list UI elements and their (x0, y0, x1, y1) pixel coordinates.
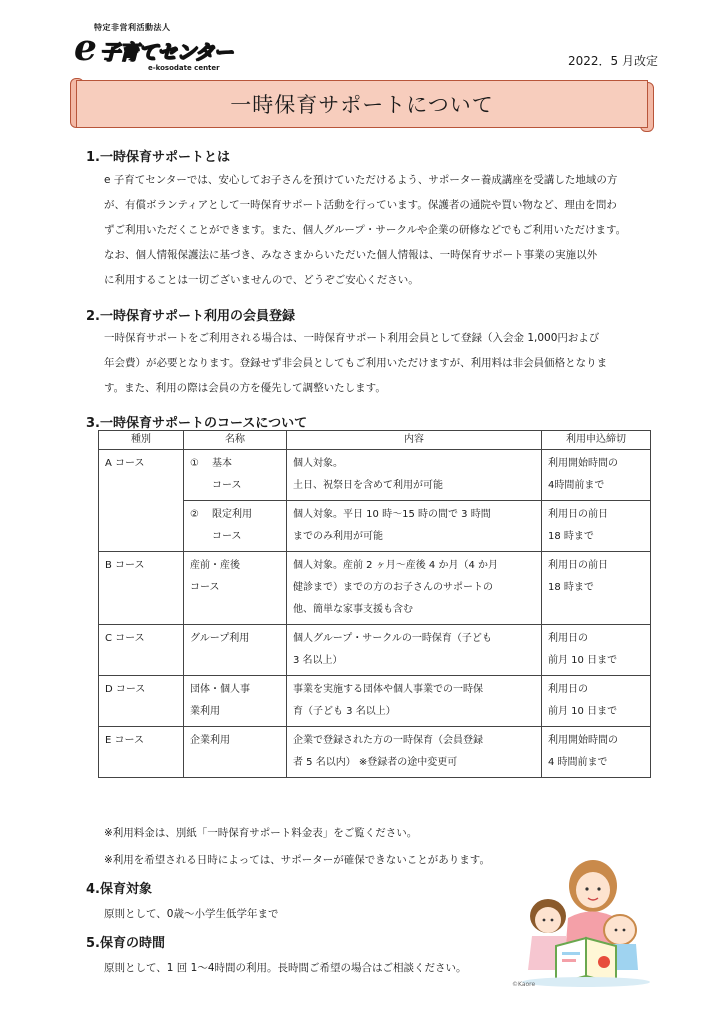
header-type: 種別 (99, 431, 184, 450)
paragraph-line: が、有償ボランティアとして一時保育サポート活動を行っています。保護者の通院や買い物など、理由を問わ (104, 199, 617, 211)
course-deadline (542, 727, 651, 778)
course-name (184, 625, 287, 676)
content-line: 個人対象。平日 10 時～15 時の間で 3 時間 (293, 509, 491, 520)
deadline-line: 利用開始時間の (548, 458, 618, 469)
content-line: 企業で登録された方の一時保育（会員登録 (293, 735, 483, 746)
course-number: ① (190, 458, 199, 469)
header-content: 内容 (287, 431, 542, 450)
course-name-line: 産前・産後 (190, 560, 240, 571)
content-line: 他、簡単な家事支援も含む (293, 604, 413, 615)
section-1-body (104, 168, 650, 293)
paragraph-line: 一時保育サポートをご利用される場合は、一時保育サポート利用会員として登録（入会金 1,000円および (104, 332, 600, 344)
table-row (99, 625, 651, 676)
course-name-line: 企業利用 (190, 735, 230, 746)
illustration-svg (508, 838, 658, 988)
header-deadline: 利用申込締切 (542, 431, 651, 450)
course-type: B コース (99, 552, 184, 625)
course-name-line: コース (190, 582, 220, 593)
deadline-line: 4 時間前まで (548, 757, 608, 768)
course-type: A コース (99, 450, 184, 552)
page-title: 一時保育サポートについて (230, 93, 494, 117)
deadline-line: 前月 10 日まで (548, 655, 618, 666)
course-name-line: 業利用 (190, 706, 220, 717)
deadline-line: 4時間前まで (548, 480, 605, 491)
paragraph-line: ずご利用いただくことができます。また、個人グループ・サークルや企業の研修などでもご利用いただけます。 (104, 224, 627, 236)
course-name (184, 552, 287, 625)
table-row (99, 552, 651, 625)
course-content (287, 450, 542, 501)
course-name (184, 727, 287, 778)
table-row (99, 676, 651, 727)
paragraph-line: す。また、利用の際は会員の方を優先して調整いたします。 (104, 382, 386, 394)
logo-org-type: 特定非営利活動法人 (94, 23, 171, 32)
section-2-heading: 2.一時保育サポート利用の会員登録 (86, 309, 295, 324)
logo-e-mark: e (74, 27, 97, 69)
course-content (287, 501, 542, 552)
section-3-heading: 3.一時保育サポートのコースについて (86, 416, 308, 431)
course-type: D コース (99, 676, 184, 727)
course-name (184, 450, 287, 501)
deadline-line: 利用日の前日 (548, 560, 608, 571)
content-line: 個人グループ・サークルの一時保育（子ども (293, 633, 492, 644)
paragraph-line: 年会費）が必要となります。登録せず非会員としてもご利用いただけますが、利用料は非会員価格となりま (104, 357, 608, 369)
content-line: 3 名以上） (293, 655, 343, 666)
course-type: C コース (99, 625, 184, 676)
course-name (184, 501, 287, 552)
course-name-line: 基本 (212, 458, 232, 469)
course-deadline (542, 450, 651, 501)
deadline-line: 利用開始時間の (548, 735, 618, 746)
course-deadline (542, 501, 651, 552)
availability-note: ※利用を希望される日時によっては、サポーターが確保できないことがあります。 (104, 854, 490, 866)
course-deadline (542, 625, 651, 676)
logo-name: 子育てセンター (100, 40, 233, 64)
course-name (184, 676, 287, 727)
fee-note: ※利用料金は、別紙「一時保育サポート料金表」をご覧ください。 (104, 827, 418, 839)
content-line: までのみ利用が可能 (293, 531, 383, 542)
course-content (287, 552, 542, 625)
course-table (98, 430, 651, 778)
course-name-line: 限定利用 (212, 509, 252, 520)
section-1-heading: 1.一時保育サポートとは (86, 150, 230, 165)
content-line: 土日、祝祭日を含めて利用が可能 (293, 480, 443, 491)
deadline-line: 前月 10 日まで (548, 706, 618, 717)
content-line: 事業を実施する団体や個人事業での一時保 (293, 684, 483, 695)
logo-subtitle: e-kosodate center (148, 64, 220, 72)
content-line: 者 5 名以内） ※登録者の途中変更可 (293, 757, 458, 768)
mother-reading-to-children-illustration (508, 838, 658, 988)
table-row (99, 450, 651, 501)
content-line: 個人対象。 (293, 458, 343, 469)
course-content (287, 625, 542, 676)
section-5-body: 原則として、1 回 1～4時間の利用。長時間ご希望の場合はご相談ください。 (104, 962, 467, 974)
section-2-body (104, 326, 650, 401)
paragraph-line: に利用することは一切ございませんので、どうぞご安心ください。 (104, 274, 419, 286)
illustration-credit: ©Kaore (512, 981, 536, 988)
org-logo (74, 22, 234, 76)
header-name: 名称 (184, 431, 287, 450)
title-banner-body (76, 80, 648, 128)
deadline-line: 18 時まで (548, 582, 594, 593)
course-content (287, 727, 542, 778)
section-5-heading: 5.保育の時間 (86, 936, 165, 951)
section-4-heading: 4.保育対象 (86, 882, 152, 897)
section-4-body: 原則として、0歳～小学生低学年まで (104, 908, 279, 920)
course-content (287, 676, 542, 727)
deadline-line: 利用日の (548, 633, 588, 644)
course-name-line: コース (212, 531, 242, 542)
table-header-row (99, 431, 651, 450)
course-deadline (542, 676, 651, 727)
course-name-line: 団体・個人事 (190, 684, 250, 695)
paragraph-line: なお、個人情報保護法に基づき、みなさまからいただいた個人情報は、一時保育サポート事業の実施以外 (104, 249, 598, 261)
deadline-line: 18 時まで (548, 531, 594, 542)
deadline-line: 利用日の前日 (548, 509, 608, 520)
course-name-line: コース (212, 480, 242, 491)
content-line: 個人対象。産前 2 ヶ月～産後 4 か月（4 か月 (293, 560, 498, 571)
course-type: E コース (99, 727, 184, 778)
table-row (99, 727, 651, 778)
deadline-line: 利用日の (548, 684, 588, 695)
course-name-line: グループ利用 (190, 633, 250, 644)
title-banner (70, 78, 654, 130)
content-line: 育（子ども 3 名以上） (293, 706, 396, 717)
course-number: ② (190, 509, 199, 520)
paragraph-line: e 子育てセンターでは、安心してお子さんを預けていただけるよう、サポーター養成講座を受講した地域の方 (104, 174, 618, 186)
course-deadline (542, 552, 651, 625)
revision-date: 2022．5 月改定 (568, 54, 658, 68)
content-line: 健診まで）までの方のお子さんのサポートの (293, 582, 493, 593)
